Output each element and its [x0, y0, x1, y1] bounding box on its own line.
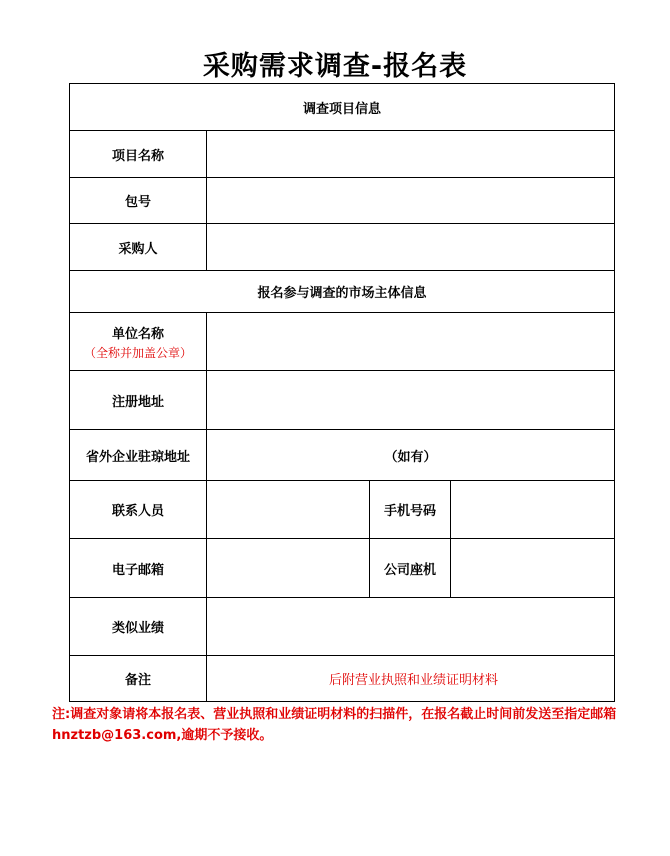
company-name-cell[interactable]: [207, 313, 615, 371]
company-name-hint: （全称并加盖公章）: [83, 345, 192, 360]
section-entity-info: 报名参与调查的市场主体信息: [70, 271, 615, 313]
company-name-label: 单位名称: [111, 326, 164, 342]
label-registered-address: 注册地址: [70, 371, 207, 430]
label-contact-person: 联系人员: [70, 481, 207, 539]
package-no-cell[interactable]: [207, 178, 615, 224]
contact-person-cell[interactable]: [207, 481, 370, 539]
submission-note: 注:调查对象请将本报名表、营业执照和业绩证明材料的扫描件，在报名截止时间前发送至指定邮箱hnztzb@163.com,逾期不予接收。: [52, 707, 617, 743]
hainan-address-cell[interactable]: [207, 430, 615, 481]
label-mobile: 手机号码: [370, 481, 451, 539]
label-email: 电子邮箱: [70, 539, 207, 598]
purchaser-cell[interactable]: [207, 224, 615, 271]
project-name-cell[interactable]: [207, 131, 615, 178]
company-phone-cell[interactable]: [451, 539, 615, 598]
mobile-cell[interactable]: [451, 481, 615, 539]
label-remark: 备注: [70, 656, 207, 702]
registration-form-table: [69, 83, 615, 702]
label-purchaser: 采购人: [70, 224, 207, 271]
similar-performance-cell[interactable]: [207, 598, 615, 656]
hainan-address-hint: （如有）: [384, 449, 437, 465]
label-company-phone: 公司座机: [370, 539, 451, 598]
remark-cell[interactable]: [207, 656, 615, 702]
registered-address-cell[interactable]: [207, 371, 615, 430]
label-company-name: [70, 313, 207, 371]
remark-value: 后附营业执照和业绩证明材料: [329, 673, 499, 688]
email-cell[interactable]: [207, 539, 370, 598]
label-project-name: 项目名称: [70, 131, 207, 178]
label-similar-performance: 类似业绩: [70, 598, 207, 656]
label-hainan-address: 省外企业驻琼地址: [70, 430, 207, 481]
page-title: 采购需求调查-报名表: [202, 51, 468, 82]
label-package-no: 包号: [70, 178, 207, 224]
section-project-info: 调查项目信息: [70, 84, 615, 131]
